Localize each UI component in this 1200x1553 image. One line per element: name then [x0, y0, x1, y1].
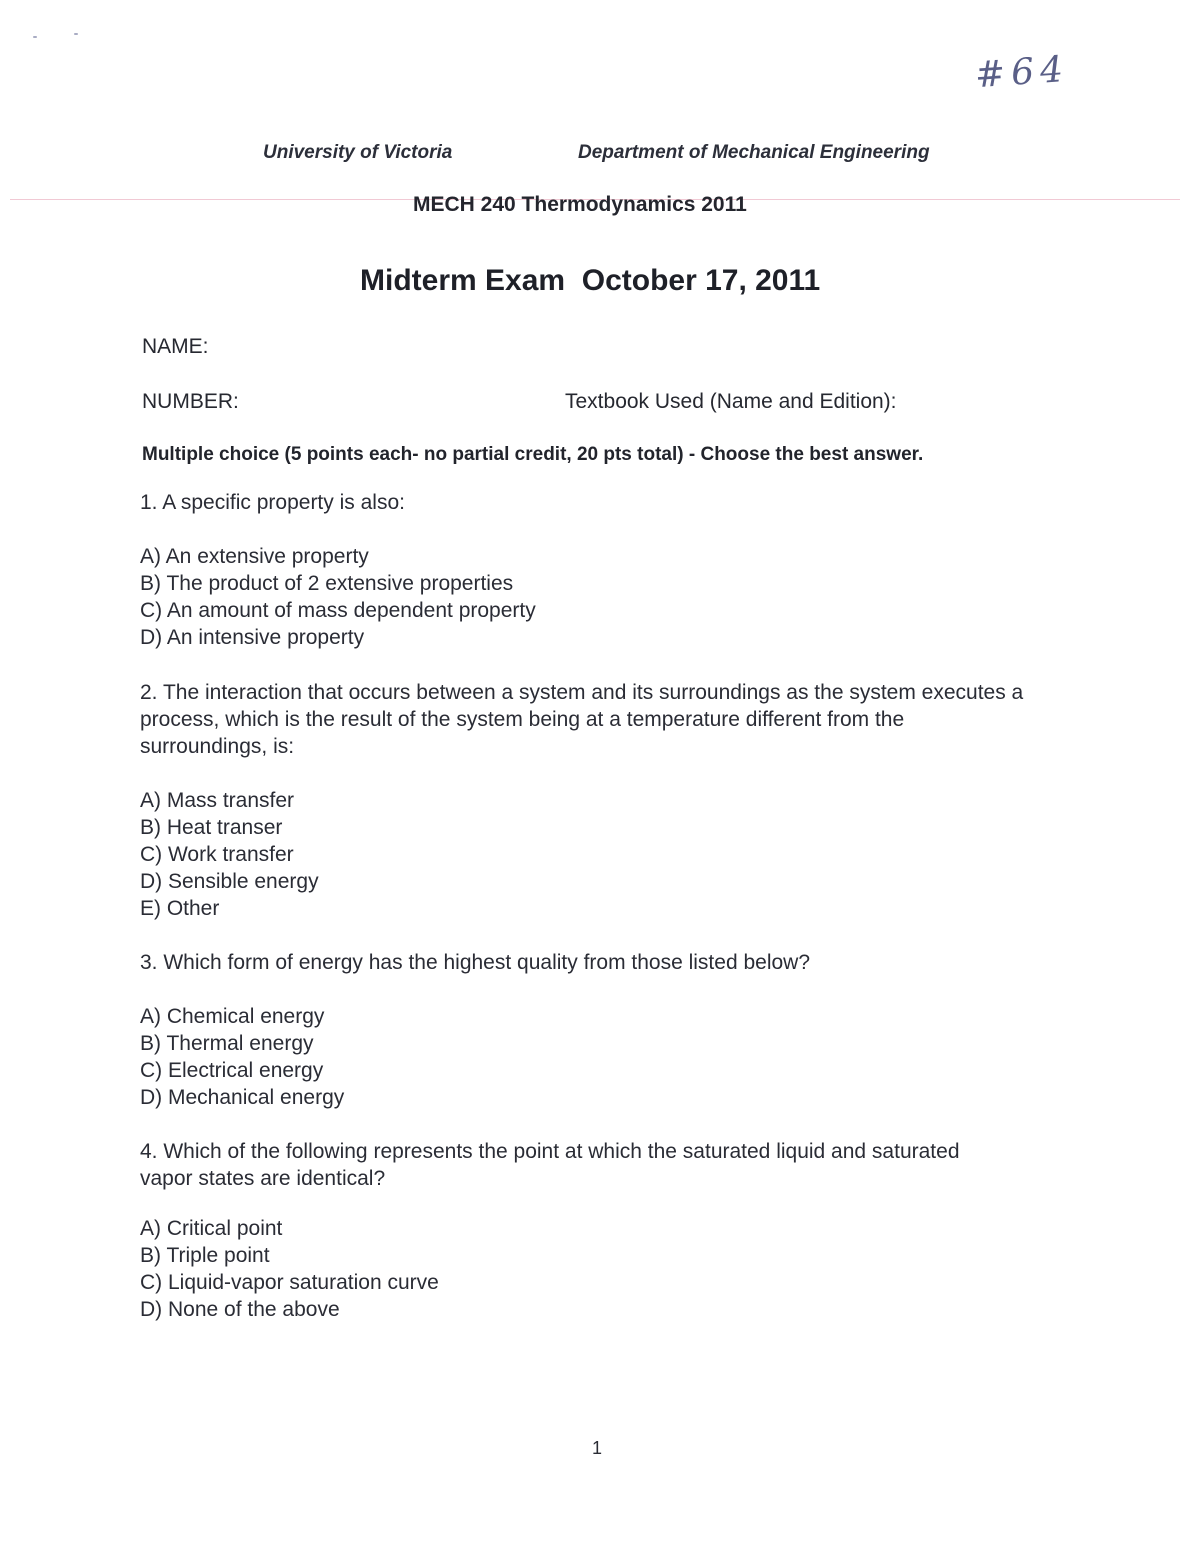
exam-title: Midterm Exam October 17, 2011 [360, 264, 821, 297]
answer-options [140, 1215, 970, 1323]
answer-option: E) Other [140, 897, 220, 920]
scan-speck [74, 33, 78, 35]
handwritten-mark: #64 [973, 48, 1071, 97]
question-1 [140, 489, 1040, 651]
page-number: 1 [592, 1438, 603, 1458]
answer-option: D) Sensible energy [140, 870, 319, 893]
name-field-label: NAME: [142, 335, 209, 358]
answer-options [140, 543, 1040, 651]
answer-option: A) Chemical energy [140, 1005, 325, 1028]
answer-option: B) The product of 2 extensive properties [140, 572, 514, 595]
scan-speck [33, 36, 37, 38]
answer-option: B) Thermal energy [140, 1032, 314, 1055]
answer-options [140, 787, 1030, 922]
instructions: Multiple choice (5 points each- no partial credit, 20 pts total) - Choose the best answer. [142, 444, 924, 465]
question-2 [140, 679, 1030, 922]
number-field-label: NUMBER: [142, 390, 239, 413]
answer-options [140, 1003, 1040, 1111]
answer-option: A) Critical point [140, 1217, 283, 1240]
answer-option: B) Heat transer [140, 816, 283, 839]
answer-option: C) Liquid-vapor saturation curve [140, 1271, 439, 1294]
question-prompt: 4. Which of the following represents the point at which the saturated liquid and saturated vapor states are identical? [140, 1140, 960, 1190]
answer-option: D) Mechanical energy [140, 1086, 345, 1109]
answer-option: C) An amount of mass dependent property [140, 599, 536, 622]
department-name: Department of Mechanical Engineering [578, 142, 930, 163]
question-3 [140, 949, 1040, 1111]
question-prompt: 1. A specific property is also: [140, 491, 405, 514]
textbook-field-label: Textbook Used (Name and Edition): [565, 390, 897, 413]
answer-option: C) Electrical energy [140, 1059, 324, 1082]
course-title: MECH 240 Thermodynamics 2011 [413, 193, 747, 216]
question-prompt: 3. Which form of energy has the highest quality from those listed below? [140, 951, 811, 974]
university-name: University of Victoria [263, 142, 453, 163]
answer-option: D) An intensive property [140, 626, 365, 649]
question-4 [140, 1138, 970, 1323]
answer-option: C) Work transfer [140, 843, 294, 866]
answer-option: A) Mass transfer [140, 789, 295, 812]
answer-option: A) An extensive property [140, 545, 369, 568]
question-prompt: 2. The interaction that occurs between a system and its surroundings as the system executes a process, which is the result of the system being at a temperature different from the surroundings, is: [140, 681, 1024, 758]
answer-option: D) None of the above [140, 1298, 340, 1321]
answer-option: B) Triple point [140, 1244, 270, 1267]
